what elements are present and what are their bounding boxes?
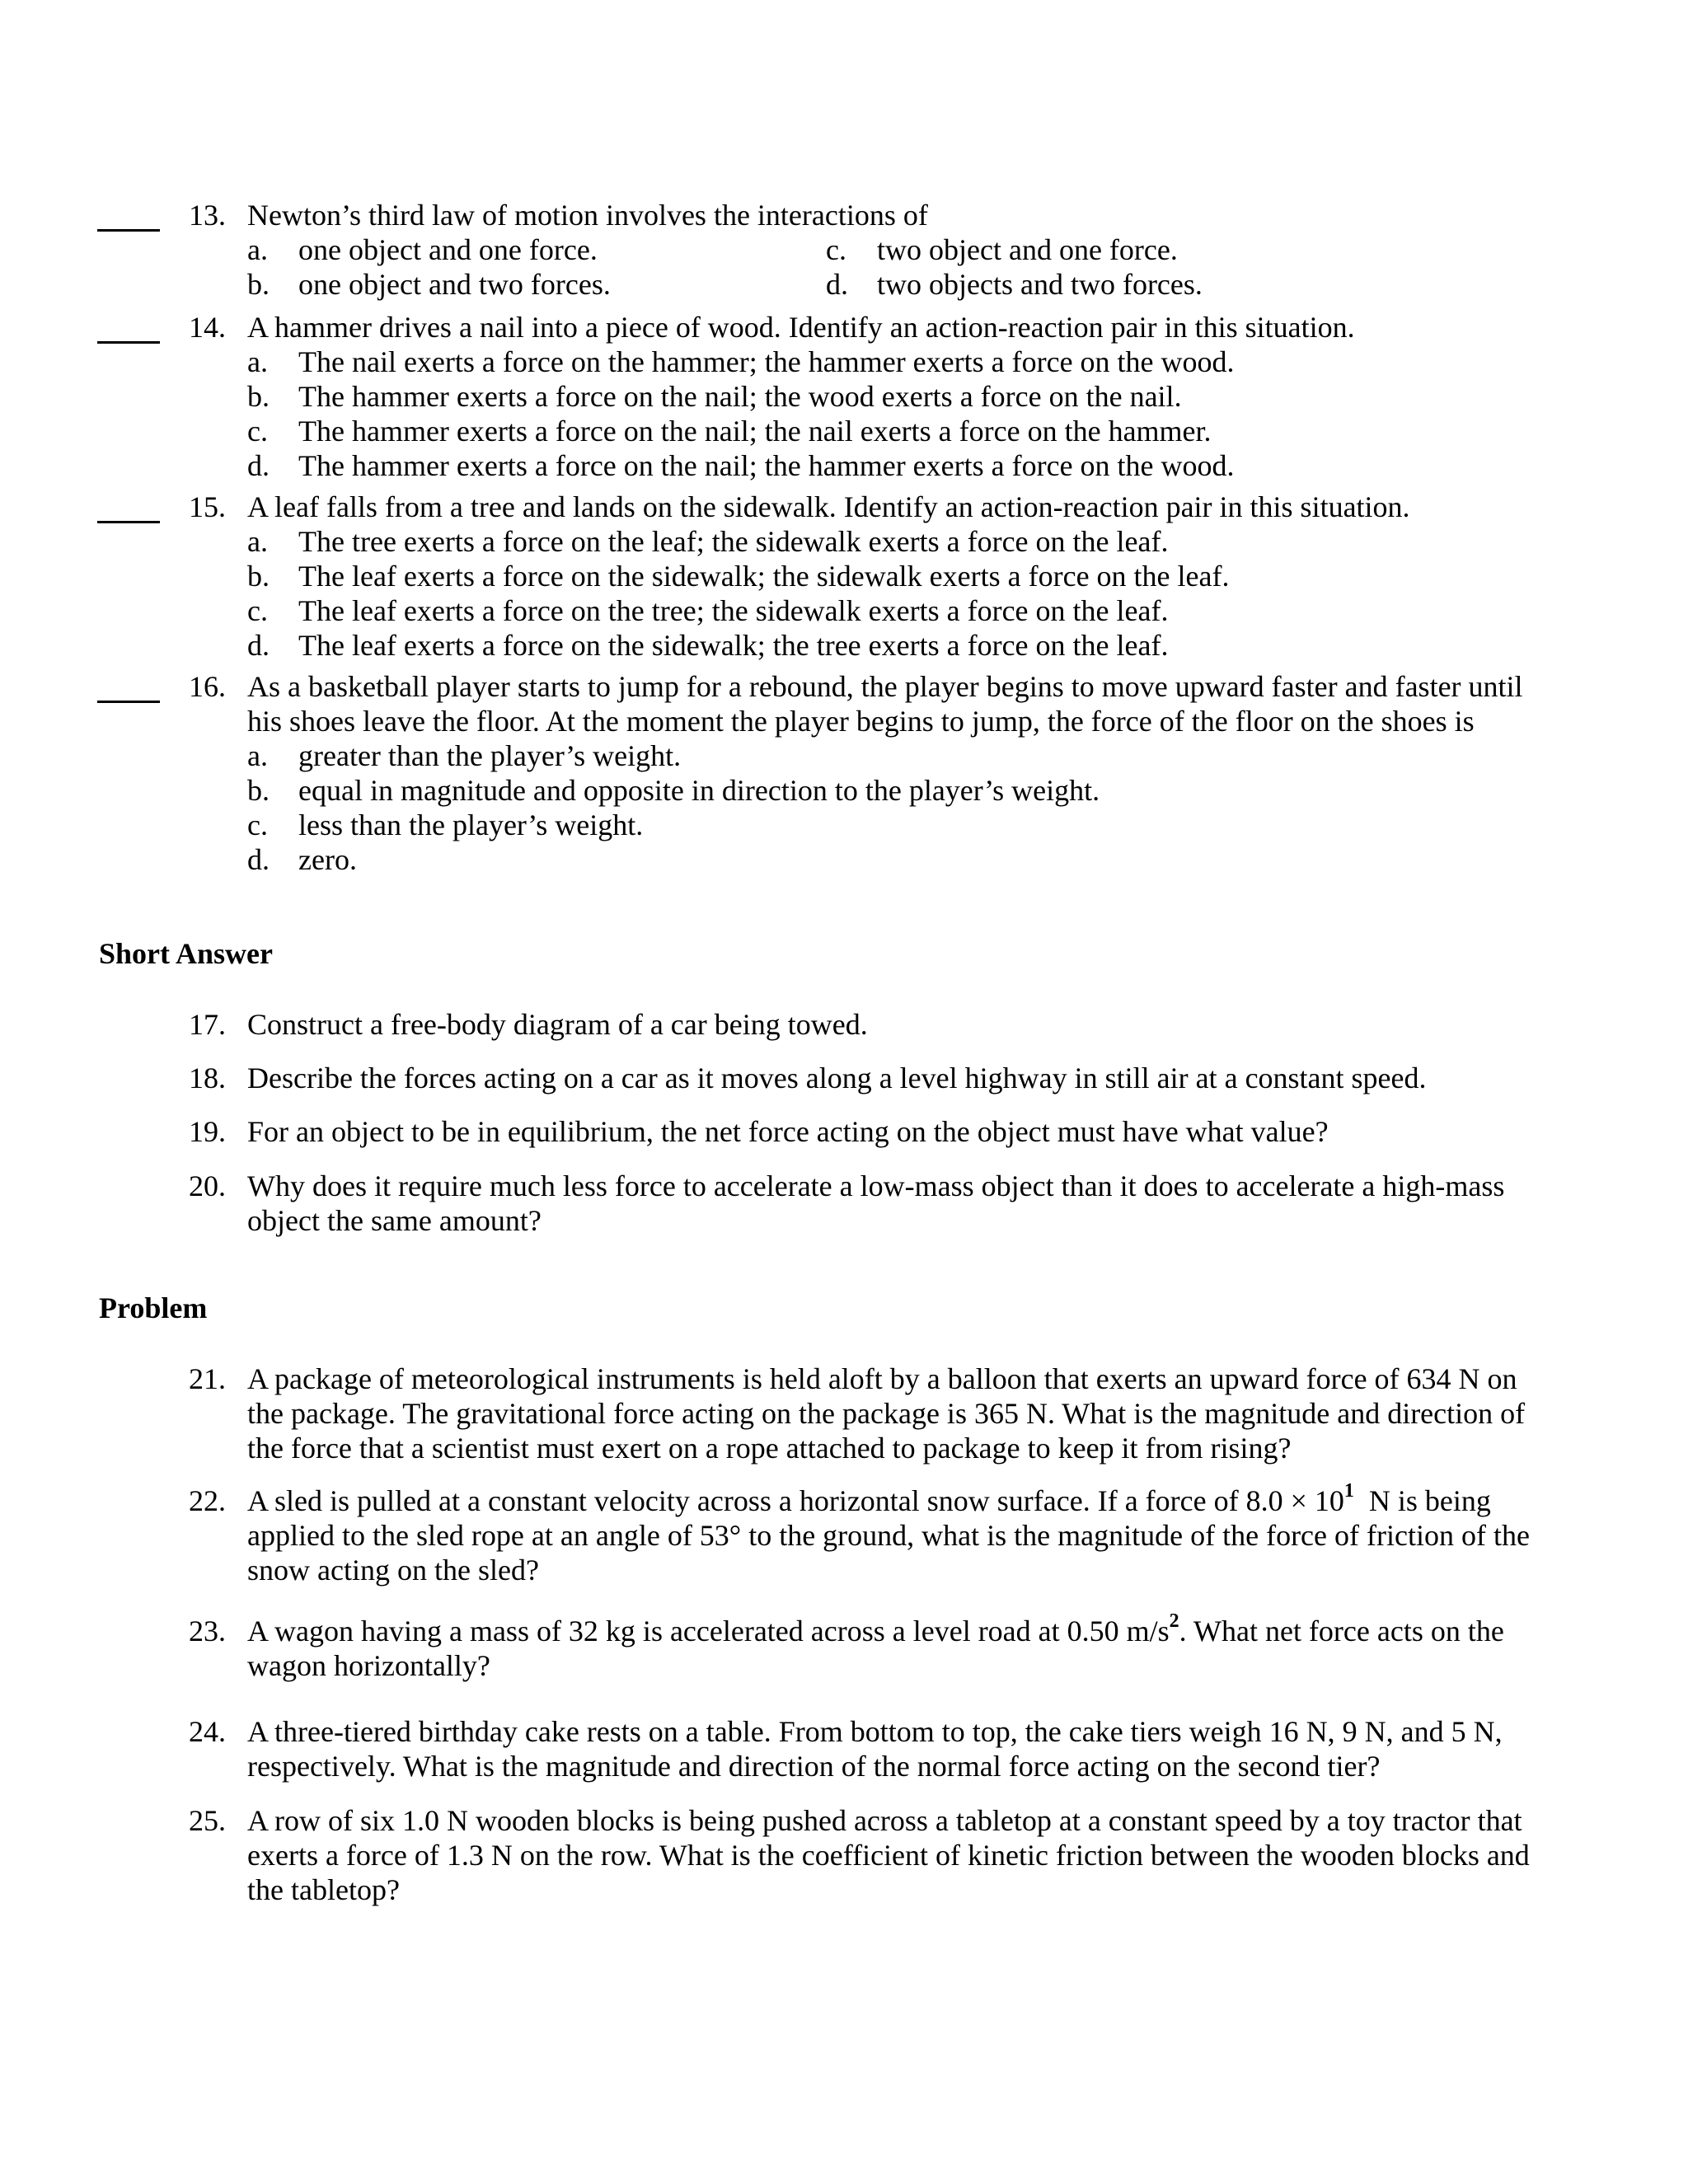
option-letter: a. [247,345,268,378]
question-text-line-2: applied to the sled rope at an angle of 53° to the ground, what is the magnitude of the force of friction of the [247,1519,1530,1552]
option-text: one object and two forces. [298,268,611,301]
question-text-line-1: A row of six 1.0 N wooden blocks is being pushed across a tabletop at a constant speed by a toy tractor that [247,1804,1522,1837]
question-stem: Newton’s third law of motion involves the interactions of [247,199,928,232]
option-letter: a. [247,233,268,266]
question-text-line-3: the tabletop? [247,1873,400,1906]
option-text: The hammer exerts a force on the nail; the nail exerts a force on the hammer. [298,415,1212,448]
answer-blank[interactable] [97,198,160,232]
question-number: 21. [189,1362,226,1395]
option-letter: b. [247,380,270,413]
section-heading-problem: Problem [99,1291,208,1324]
question-text-line-3: snow acting on the sled? [247,1554,539,1586]
question-number: 16. [189,670,226,703]
question-number: 14. [189,311,226,344]
answer-blank[interactable] [97,490,160,523]
option-letter: c. [826,233,846,266]
option-text: The hammer exerts a force on the nail; the hammer exerts a force on the wood. [298,449,1235,482]
option-letter: b. [247,560,270,593]
question-number: 23. [189,1615,226,1647]
question-text-line-1 [247,1480,1566,1518]
question-text-line-1 [247,1610,1566,1648]
option-text: The tree exerts a force on the leaf; the sidewalk exerts a force on the leaf. [298,525,1169,558]
option-text: two object and one force. [877,233,1178,266]
q22-text-post: N is being [1353,1484,1491,1517]
option-text: The hammer exerts a force on the nail; the wood exerts a force on the nail. [298,380,1182,413]
option-text: The leaf exerts a force on the sidewalk; the sidewalk exerts a force on the leaf. [298,560,1230,593]
question-text-line-2: respectively. What is the magnitude and direction of the normal force acting on the second tier? [247,1750,1381,1783]
question-text-line-2: exerts a force of 1.3 N on the row. What is the coefficient of kinetic friction between the wooden blocks and [247,1839,1530,1872]
answer-blank[interactable] [97,669,160,703]
question-text-line-2: object the same amount? [247,1204,542,1237]
option-letter: d. [247,449,270,482]
option-text: The nail exerts a force on the hammer; the hammer exerts a force on the wood. [298,345,1235,378]
question-number: 13. [189,199,226,232]
option-text: The leaf exerts a force on the sidewalk; the tree exerts a force on the leaf. [298,629,1169,662]
q23-text-pre: A wagon having a mass of 32 kg is accelerated across a level road at 0.50 m/s [247,1615,1170,1647]
option-text: equal in magnitude and opposite in direction to the player’s weight. [298,774,1100,807]
option-letter: a. [247,739,268,772]
option-letter: d. [247,629,270,662]
question-text-line-1: A package of meteorological instruments is held aloft by a balloon that exerts an upward force of 634 N on [247,1362,1517,1395]
option-letter: d. [247,843,270,876]
option-text: greater than the player’s weight. [298,739,682,772]
option-letter: a. [247,525,268,558]
question-number: 19. [189,1115,226,1148]
option-letter: c. [247,808,268,841]
section-heading-short-answer: Short Answer [99,937,274,970]
question-text-line-1: A three-tiered birthday cake rests on a table. From bottom to top, the cake tiers weigh 16 N, 9 N, and 5 N, [247,1715,1503,1748]
question-number: 15. [189,490,226,523]
question-stem-line-2: his shoes leave the floor. At the moment the player begins to jump, the force of the floor on the shoes is [247,705,1475,738]
option-letter: d. [826,268,848,301]
answer-blank[interactable] [97,310,160,344]
question-number: 17. [189,1008,226,1041]
option-text: The leaf exerts a force on the tree; the sidewalk exerts a force on the leaf. [298,594,1169,627]
option-letter: b. [247,774,270,807]
question-number: 20. [189,1169,226,1202]
q22-exponent: 1 [1343,1480,1354,1502]
q23-text-post: . What net force acts on the [1179,1615,1504,1647]
question-stem: A leaf falls from a tree and lands on the sidewalk. Identify an action-reaction pair in this situation. [247,490,1410,523]
question-number: 18. [189,1062,226,1094]
q23-exponent: 2 [1169,1610,1179,1632]
question-text-line-2: wagon horizontally? [247,1649,490,1682]
option-letter: c. [247,415,268,448]
question-text-line-2: the package. The gravitational force acting on the package is 365 N. What is the magnitude and direction of [247,1397,1526,1430]
question-text-line-1: Why does it require much less force to accelerate a low-mass object than it does to accelerate a high-mass [247,1169,1505,1202]
question-number: 22. [189,1484,226,1517]
option-text: zero. [298,843,357,876]
question-number: 24. [189,1715,226,1748]
question-text: For an object to be in equilibrium, the net force acting on the object must have what value? [247,1115,1329,1148]
question-text: Construct a free-body diagram of a car being towed. [247,1008,868,1041]
q22-text-pre: A sled is pulled at a constant velocity across a horizontal snow surface. If a force of 8.0 × 10 [247,1484,1344,1517]
option-text: less than the player’s weight. [298,808,644,841]
option-letter: c. [247,594,268,627]
option-letter: b. [247,268,270,301]
question-text-line-3: the force that a scientist must exert on a rope attached to package to keep it from rising? [247,1432,1292,1465]
question-stem-line-1: As a basketball player starts to jump for a rebound, the player begins to move upward faster and faster until [247,670,1523,703]
option-text: one object and one force. [298,233,598,266]
question-number: 25. [189,1804,226,1837]
option-text: two objects and two forces. [877,268,1203,301]
question-stem: A hammer drives a nail into a piece of wood. Identify an action-reaction pair in this situation. [247,311,1355,344]
question-text: Describe the forces acting on a car as it moves along a level highway in still air at a constant speed. [247,1062,1427,1094]
